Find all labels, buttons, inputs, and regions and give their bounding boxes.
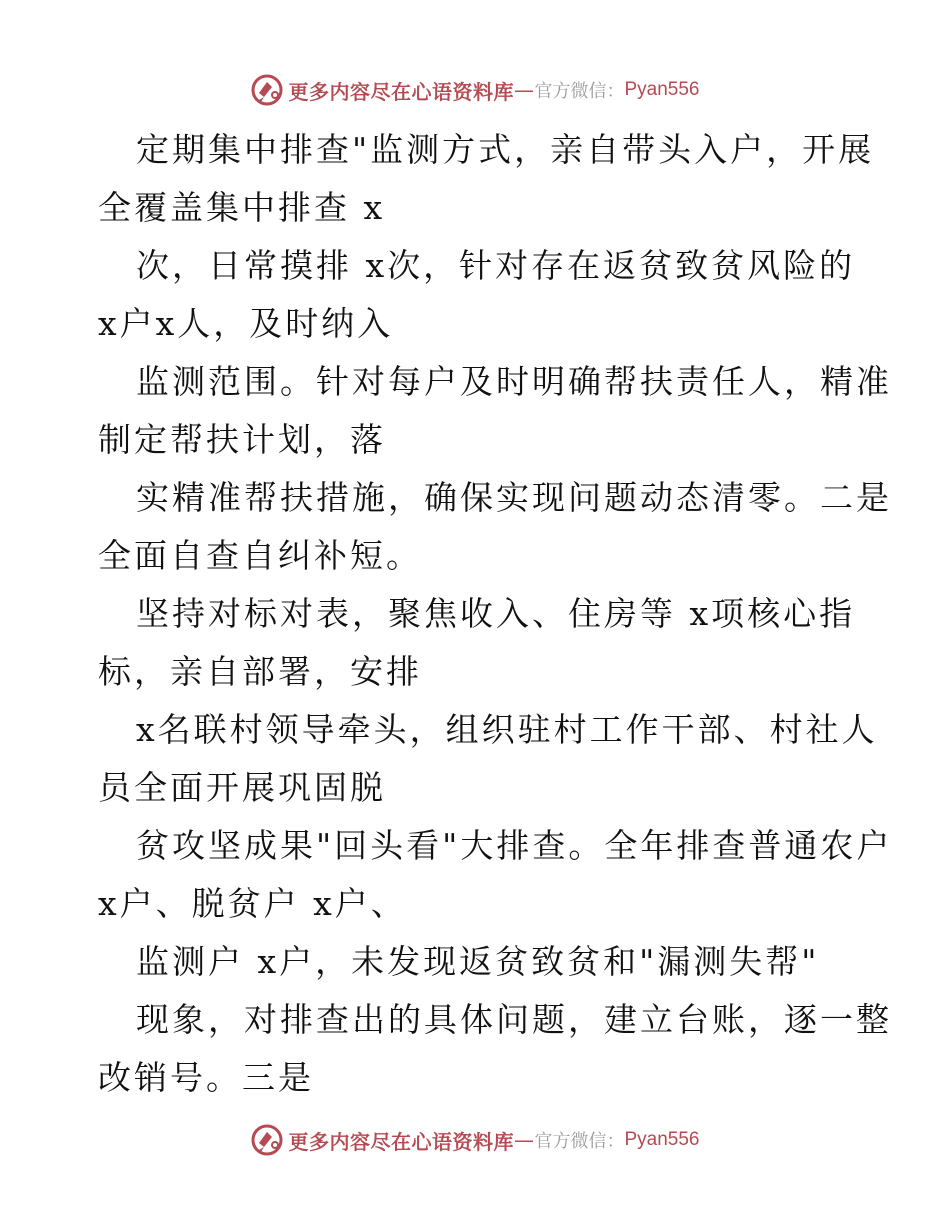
header-banner [0, 70, 950, 110]
text-line: 全面自查自纠补短。 [98, 536, 422, 575]
text-line: 标，亲自部署，安排 [98, 652, 422, 691]
text-line: 监测户 x户，未发现返贫致贫和"漏测失帮" [136, 942, 820, 981]
footer-dash: — [513, 1128, 535, 1152]
text-line: 坚持对标对表，聚焦收入、住房等 x项核心指 [136, 594, 856, 633]
text-line: 次，日常摸排 x次，针对存在返贫致贫风险的 [136, 246, 856, 285]
footer-banner [0, 1120, 950, 1160]
footer-wechat-id: Pyan556 [624, 1129, 700, 1150]
footer-site-text: 更多内容尽在心语资料库 [288, 1129, 514, 1154]
footer-wechat-label: 官方微信： [534, 1131, 625, 1152]
header-wechat-id: Pyan556 [624, 79, 700, 100]
header-wechat-label: 官方微信： [534, 81, 625, 102]
text-line: 贫攻坚成果"回头看"大排查。全年排查普通农户 [136, 826, 893, 865]
brand-logo-icon [250, 73, 284, 107]
header-site-text: 更多内容尽在心语资料库 [288, 79, 514, 104]
text-line: 监测范围。针对每户及时明确帮扶责任人，精准 [136, 362, 892, 401]
text-line: 制定帮扶计划，落 [98, 420, 386, 459]
text-line: x户、脱贫户 x户、 [98, 884, 407, 923]
text-line: x户x人，及时纳入 [98, 304, 394, 343]
text-line: 员全面开展巩固脱 [98, 768, 386, 807]
text-line: 现象，对排查出的具体问题，建立台账，逐一整 [136, 1000, 892, 1039]
text-line: 全覆盖集中排查 x [98, 188, 386, 227]
text-line: 实精准帮扶措施，确保实现问题动态清零。二是 [136, 478, 892, 517]
header-dash: — [513, 78, 535, 102]
text-line: x名联村领导牵头，组织驻村工作干部、村社人 [136, 710, 878, 749]
text-line: 定期集中排查"监测方式，亲自带头入户，开展 [136, 130, 875, 169]
brand-logo-icon [250, 1123, 284, 1157]
text-line: 改销号。三是 [98, 1058, 314, 1097]
